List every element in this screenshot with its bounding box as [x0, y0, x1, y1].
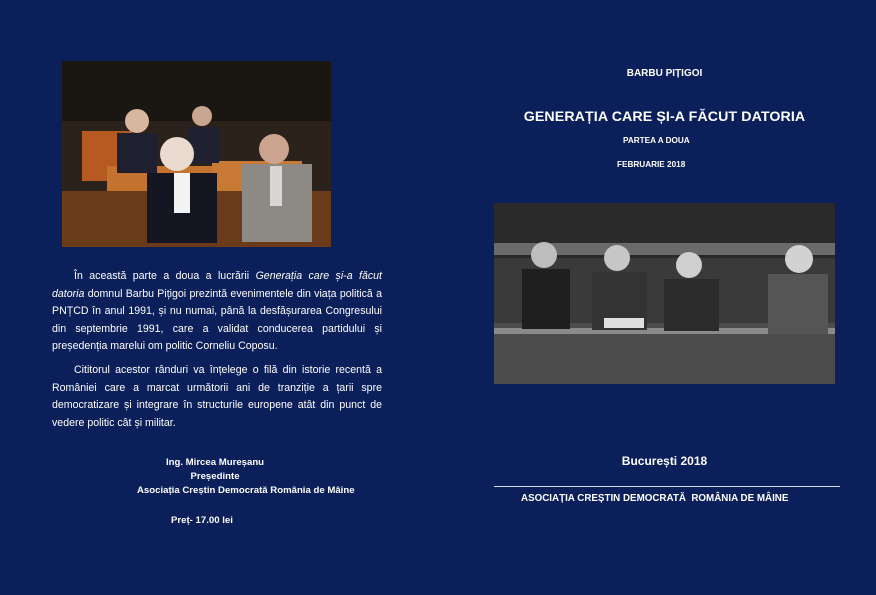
author-name: BARBU PIȚIGOI: [626, 68, 703, 79]
price-label: Preț- 17.00 lei: [171, 515, 233, 526]
signature-organization: Asociația Creștin Democrată România de Mâine: [137, 485, 355, 496]
back-cover-blurb: [52, 268, 382, 438]
blurb-paragraph-1: În această parte a doua a lucrării Generația care și-a făcut datoria domnul Barbu Pițigoi prezintă evenimentele din viața politică a PNȚCD în anul 1991, și nu numai, până la desfășurarea Congresului din septembrie 1991, care a validat conducerea partidului și președenția marelui om politic Corneliu Coposu.: [52, 270, 382, 353]
publisher-name: ASOCIAȚIA CREȘTIN DEMOCRATĂ ROMÂNIA DE MÂINE: [521, 493, 789, 504]
divider-line: [494, 486, 840, 487]
blurb-paragraph-2: Cititorul acestor rânduri va înțelege o filă din istorie recentă a României care a marcat următorii ani de tranziție a țarii spre democratizare și integrare în structurile europene atât din punct de vedere politic cât și militar.: [52, 363, 382, 429]
front-cover-photo: [494, 203, 835, 384]
book-title: GENERAȚIA CARE ȘI-A FĂCUT DATORIA: [523, 109, 806, 125]
publication-date: FEBRUARIE 2018: [617, 160, 686, 169]
back-cover-photo: [62, 61, 331, 247]
city-year: București 2018: [621, 454, 708, 468]
signature-role: Președinte: [190, 471, 240, 482]
signature-name: Ing. Mircea Mureșanu: [165, 457, 265, 468]
book-title-italic: Generația care și-a făcut datoria: [52, 270, 382, 300]
part-label: PARTEA A DOUA: [623, 136, 690, 145]
